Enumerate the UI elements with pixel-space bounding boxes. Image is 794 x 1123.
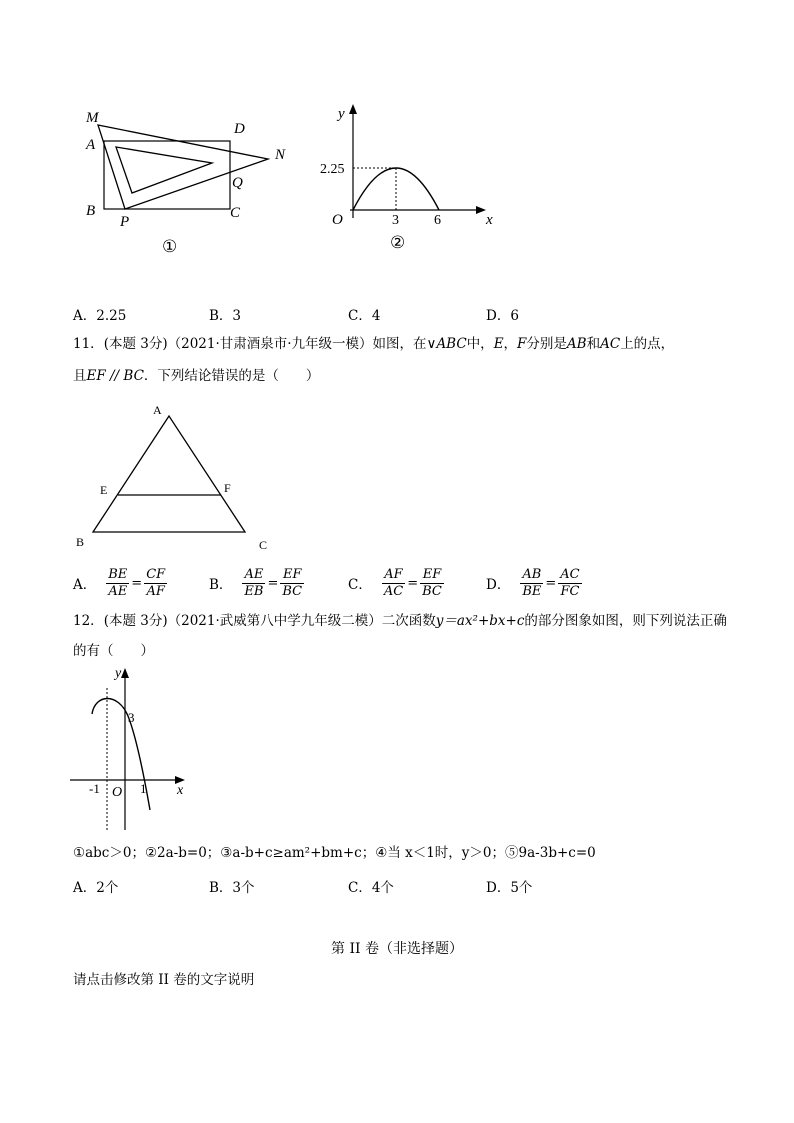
label-c: C xyxy=(230,205,241,221)
q11-option-c-label: C． xyxy=(348,577,372,593)
q11-d-frac2 xyxy=(558,567,581,600)
rectangle-abcd xyxy=(104,141,230,209)
q12-stem-line1 xyxy=(73,611,727,631)
q12-number: 12． xyxy=(73,613,104,629)
q12-option-b[interactable] xyxy=(209,876,255,896)
q12-option-a-label: A． xyxy=(73,880,97,896)
den: BC xyxy=(422,583,442,599)
q11-option-a[interactable] xyxy=(73,563,167,603)
label-d: D xyxy=(234,121,245,137)
figure-q12-parabola xyxy=(60,660,200,840)
q11-option-b-label: B． xyxy=(209,577,233,593)
figure-parabola-graph xyxy=(310,100,510,260)
q11-comma: ， xyxy=(503,336,518,352)
q11-line2-end: ．下列结论错误的是（ ） xyxy=(143,368,320,384)
q10-option-d[interactable] xyxy=(486,304,519,324)
y-axis-arrow xyxy=(349,104,357,114)
q12-tick-1: 1 xyxy=(140,781,147,796)
q12-statements: ①abc＞0；②2a-b=0；③a-b+c≥am²+bm+c；④当 x＜1时，y＞0；⑤9a-3b+c=0 xyxy=(73,845,596,861)
q12-x-label: x xyxy=(177,783,184,798)
y-label: y xyxy=(338,106,345,122)
q11-line2-start: 且 xyxy=(73,368,87,384)
q11-b-frac2 xyxy=(280,567,304,600)
q12-y-arrow xyxy=(121,668,129,678)
equals: = xyxy=(267,575,279,591)
q11-c-frac1 xyxy=(382,567,405,600)
q10-option-a[interactable] xyxy=(73,304,126,324)
q11-c-frac2 xyxy=(420,567,444,600)
label-n: N xyxy=(275,147,286,163)
num: AF xyxy=(382,567,405,584)
q12-tick-minus1: -1 xyxy=(89,781,100,796)
x-tick-3: 3 xyxy=(392,213,399,228)
y-tick-225: 2.25 xyxy=(320,162,345,177)
q11-a-frac1 xyxy=(106,567,129,600)
q11-e: E xyxy=(493,336,504,352)
q12-meta-end: 的部分图象如图，则下列说法正确 xyxy=(524,613,727,629)
q11-stem-line2 xyxy=(73,366,319,386)
den: BC xyxy=(282,583,303,599)
den: AE xyxy=(108,583,128,599)
q11-ef-bc: EF // BC xyxy=(86,368,144,384)
q11-a-frac2 xyxy=(144,567,167,600)
q10-option-b-value: 3 xyxy=(232,308,242,324)
den: AC xyxy=(383,583,404,599)
tri-label-f: F xyxy=(224,481,231,495)
q11-b-frac1 xyxy=(242,567,265,600)
q12-line2: 的有（ ） xyxy=(73,643,154,659)
equals: = xyxy=(131,575,143,591)
q11-meta: (本题 3分)（2021·甘肃酒泉市·九年级一模）如图，在 xyxy=(103,336,427,352)
triangle-abc-shape xyxy=(93,416,245,532)
q11-abc: ABC xyxy=(436,336,467,352)
q10-option-d-label: D． xyxy=(486,308,511,324)
den: AF xyxy=(146,583,165,599)
q12-option-c[interactable] xyxy=(348,876,394,896)
q12-y-label: y xyxy=(115,666,122,681)
q11-and: 和 xyxy=(586,336,601,352)
q12-option-c-value: 4个 xyxy=(371,880,394,896)
q10-option-a-label: A． xyxy=(73,308,97,324)
num: AC xyxy=(560,566,580,582)
num: BE xyxy=(108,566,128,582)
den: EB xyxy=(244,583,264,599)
q11-f: F xyxy=(517,336,527,352)
q10-option-c[interactable] xyxy=(348,304,380,324)
num: EF xyxy=(420,567,444,584)
q11-option-d-label: D． xyxy=(486,577,511,593)
tri-label-a: A xyxy=(153,403,162,417)
num: AE xyxy=(242,567,265,584)
q12-meta: (本题 3分)（2021·武威第八中学九年级二模）二次函数 xyxy=(103,613,436,629)
q12-option-d[interactable] xyxy=(486,876,532,896)
num: CF xyxy=(146,566,166,582)
label-a: A xyxy=(86,137,96,153)
q11-number: 11． xyxy=(73,336,104,352)
q10-option-a-value: 2.25 xyxy=(96,308,127,324)
q11-d-frac1 xyxy=(520,567,543,600)
q12-stem-line2 xyxy=(73,641,154,661)
q12-option-a-value: 2个 xyxy=(96,880,119,896)
label-m: M xyxy=(86,110,99,126)
q10-option-b[interactable] xyxy=(209,304,241,324)
q10-option-c-value: 4 xyxy=(371,308,381,324)
q12-func: y＝ax²+bx+c xyxy=(435,613,525,629)
q12-option-b-label: B． xyxy=(209,880,233,896)
x-axis-arrow xyxy=(476,206,486,214)
inner-triangle xyxy=(116,147,212,193)
part2-title: 第 II 卷（非选择题） xyxy=(331,941,463,957)
q12-option-b-value: 3个 xyxy=(232,880,255,896)
q11-tri-symbol: ∨ xyxy=(426,336,437,352)
q11-option-a-label: A． xyxy=(73,577,97,593)
origin-label: O xyxy=(332,212,343,228)
x-label: x xyxy=(486,212,493,228)
den: FC xyxy=(560,583,580,599)
caption-1: ① xyxy=(162,237,178,256)
label-p: P xyxy=(120,214,130,230)
q10-option-d-value: 6 xyxy=(510,308,519,324)
q11-ab: AB xyxy=(566,336,587,352)
q12-option-a[interactable] xyxy=(73,876,118,896)
q12-option-d-label: D． xyxy=(486,880,511,896)
den: BE xyxy=(522,583,542,599)
q11-mid1: 中， xyxy=(466,336,494,352)
figure-rectangle-triangle xyxy=(70,95,300,265)
num: AB xyxy=(520,567,543,584)
q11-mid2: 分别是 xyxy=(526,336,567,352)
label-q: Q xyxy=(232,175,243,191)
equals: = xyxy=(407,575,419,591)
figure-triangle-abc xyxy=(70,398,280,558)
q11-option-d[interactable] xyxy=(486,563,582,603)
q11-option-c[interactable] xyxy=(348,563,444,603)
q10-option-c-label: C． xyxy=(348,308,372,324)
label-b: B xyxy=(86,203,96,219)
equals: = xyxy=(545,575,557,591)
x-tick-6: 6 xyxy=(434,213,441,228)
q11-ac: AC xyxy=(600,336,621,352)
q12-option-c-label: C． xyxy=(348,880,372,896)
part2-note[interactable]: 请点击修改第 II 卷的文字说明 xyxy=(73,972,255,988)
tri-label-e: E xyxy=(100,483,108,497)
q11-stem-line1 xyxy=(73,334,674,354)
q10-option-b-label: B． xyxy=(209,308,233,324)
q11-end1: 上的点， xyxy=(620,336,675,352)
num: EF xyxy=(280,567,304,584)
tri-label-b: B xyxy=(76,535,85,549)
q12-tick-3: 3 xyxy=(128,710,135,725)
q12-option-d-value: 5个 xyxy=(510,880,533,896)
q11-option-b[interactable] xyxy=(209,563,304,603)
tri-label-c: C xyxy=(259,538,268,552)
q12-origin: O xyxy=(112,785,123,800)
caption-2: ② xyxy=(390,233,406,252)
